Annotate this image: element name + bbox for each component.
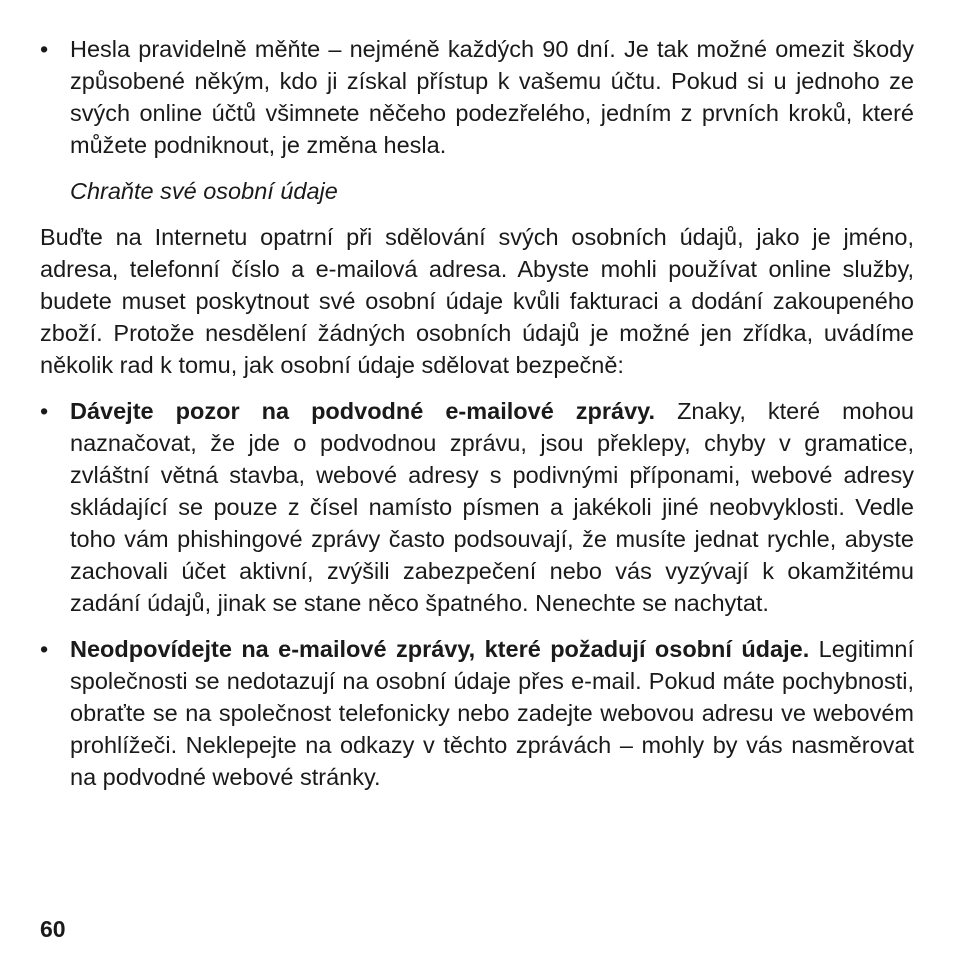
bullet-body-text: Legitimní společnosti se nedotazují na osobní údaje přes e-mail. Pokud máte pochybnosti, obraťte se na společnost telefonicky nebo zadejte webovou adresu ve webovém prohlížeči. Neklepejte na odkazy v těchto zprávách – mohly by vás nasměrovat na podvodné webové stránky.: [70, 636, 914, 790]
bullet-body-text: Znaky, které mohou naznačovat, že jde o podvodnou zprávu, jsou překlepy, chyby v gramatice, zvláštní větná stavba, webové adresy s podivnými příponami, webové adresy skládající se pouze z čísel namísto písmen a jakékoli jiné neobvyklosti. Vedle toho vám phishingové zprávy často podsouvají, že musíte jednat rychle, abyste zachovali účet aktivní, zvýšili zabezpečení nebo vás vyzývají k okamžitému zadání údajů, jinak se stane něco špatného. Nenechte se nachytat.: [70, 398, 914, 616]
bullet-text: Hesla pravidelně měňte – nejméně každých 90 dní. Je tak možné omezit škody způsobené někým, kdo ji získal přístup k vašemu účtu. Pokud si u jednoho ze svých online účtů všimnete něčeho podezřelého, jedním z prvních kroků, které můžete podniknout, je změna hesla.: [70, 36, 914, 158]
bullet-item-phishing-warning: [40, 395, 914, 619]
document-page: [40, 33, 914, 807]
bullet-lead-text: Dávejte pozor na podvodné e-mailové zprávy.: [70, 398, 656, 424]
bullet-marker: •: [40, 36, 49, 62]
bullet-marker: •: [40, 636, 49, 662]
bullet-item-password-change: [40, 33, 914, 161]
section-paragraph: Buďte na Internetu opatrní při sdělování svých osobních údajů, jako je jméno, adresa, telefonní číslo a e-mailová adresa. Abyste mohli používat online služby, budete muset poskytnout své osobní údaje kvůli fakturaci a dodání zakoupeného zboží. Protože nesdělení žádných osobních údajů je možné jen zřídka, uvádíme několik rad k tomu, jak osobní údaje sdělovat bezpečně:: [40, 224, 914, 378]
section-heading: Chraňte své osobní údaje: [70, 178, 338, 204]
page-number: 60: [40, 916, 66, 942]
bullet-marker: •: [40, 398, 49, 424]
bullet-lead-text: Neodpovídejte na e-mailové zprávy, které požadují osobní údaje.: [70, 636, 810, 662]
bullet-item-no-reply: [40, 633, 914, 793]
